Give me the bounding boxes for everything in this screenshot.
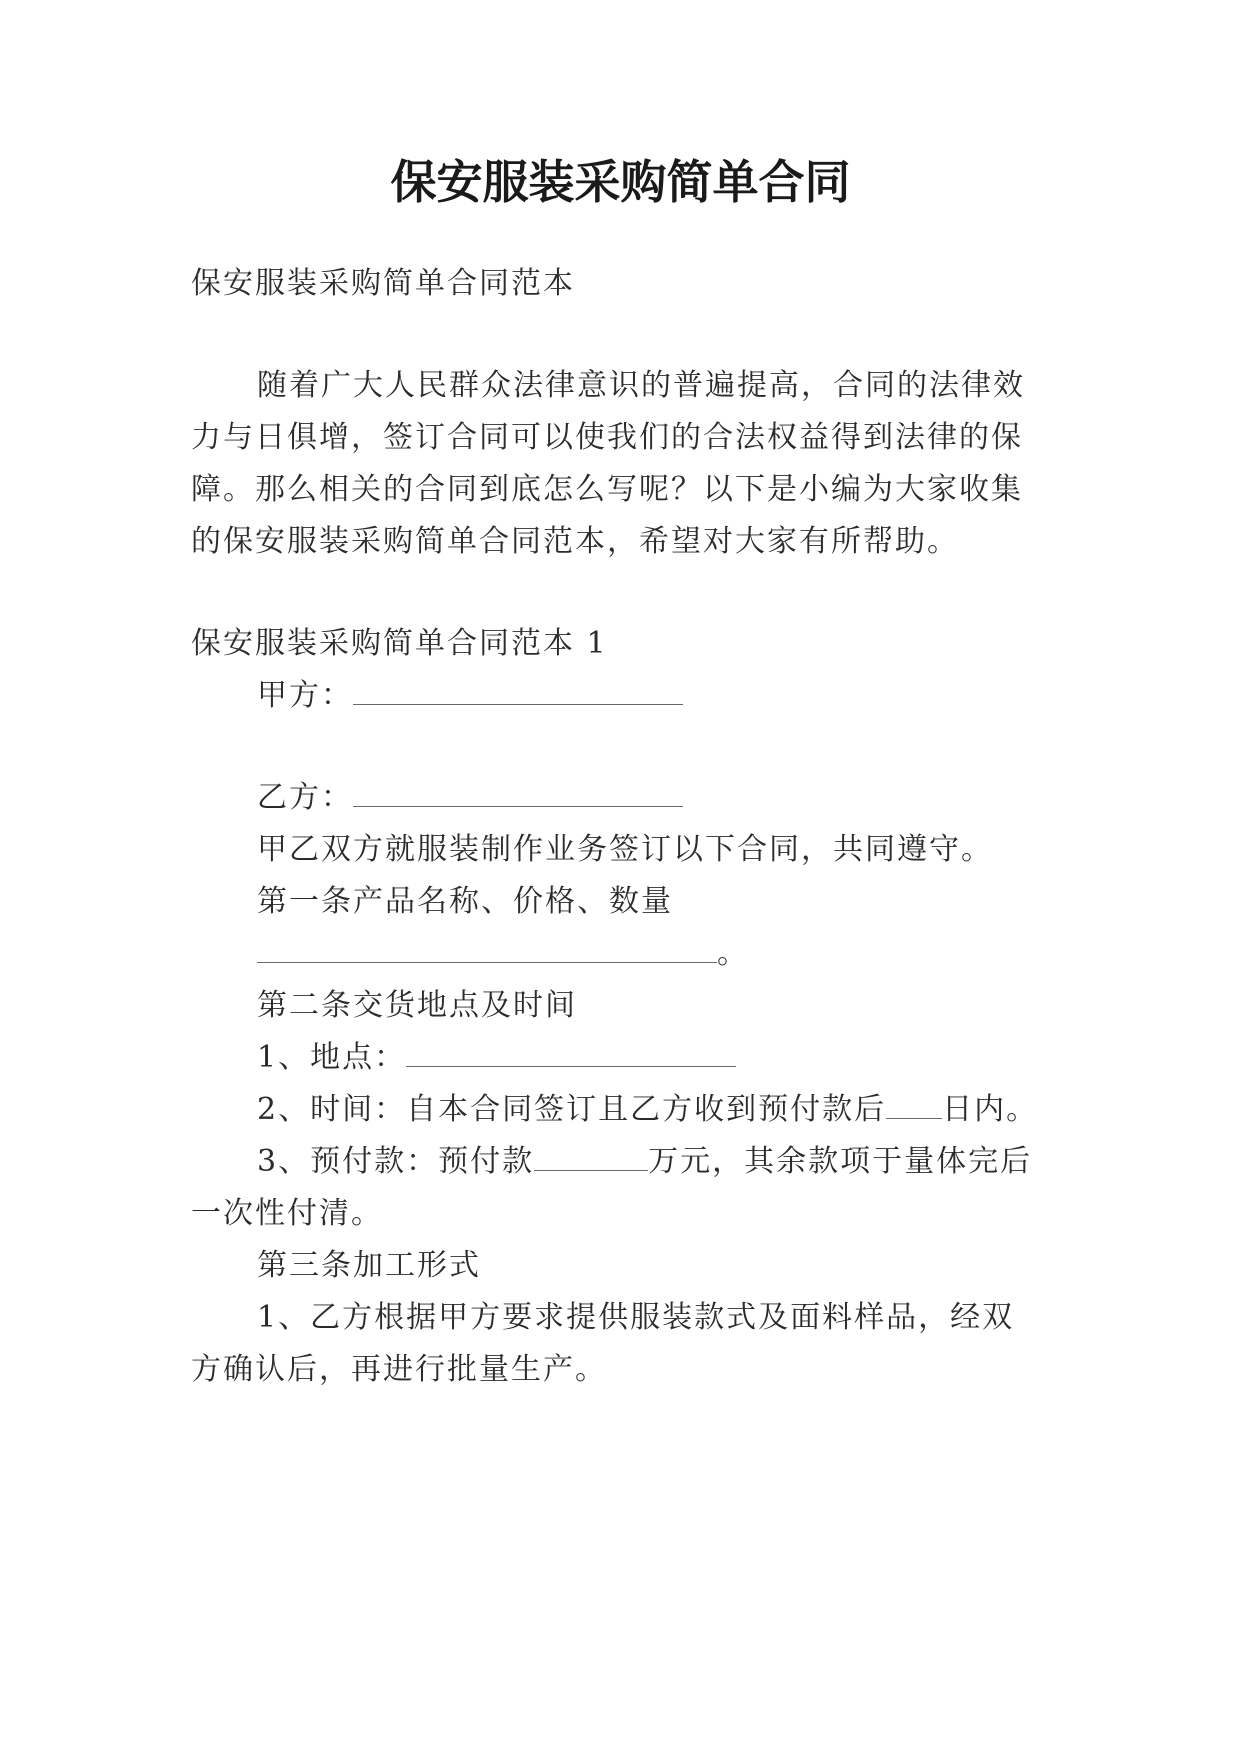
time-prefix: 2、时间：自本合同签订且乙方收到预付款后 [257,1092,887,1127]
party-b-blank [353,780,683,807]
section-title: 保安服装采购简单合同范本 1 [191,626,608,661]
prepay-line [257,1140,1032,1184]
article-1-blank [257,936,717,963]
party-b-line [257,776,683,820]
article-2-title: 第二条交货地点及时间 [257,988,577,1023]
party-b-label: 乙方： [257,780,353,815]
intro-line-4: 的保安服装采购简单合同范本，希望对大家有所帮助。 [191,524,959,559]
place-blank [406,1040,736,1067]
place-line [257,1036,736,1080]
processing-line-2: 方确认后，再进行批量生产。 [191,1352,607,1387]
prepay-line-2: 一次性付清。 [191,1196,383,1231]
article-1-end: 。 [717,936,749,971]
prepay-prefix: 3、预付款：预付款 [257,1144,535,1179]
document-title: 保安服装采购简单合同 [390,155,851,209]
article-1-blank-line [257,932,749,976]
place-label: 1、地点： [257,1040,407,1075]
time-suffix: 日内。 [942,1092,1039,1127]
party-a-label: 甲方： [257,678,353,713]
document-subtitle: 保安服装采购简单合同范本 [191,266,575,301]
article-3-title: 第三条加工形式 [257,1248,481,1283]
intro-line-1: 随着广大人民群众法律意识的普遍提高，合同的法律效 [257,368,1025,403]
prepay-suffix: 万元，其余款项于量体完后 [648,1144,1033,1179]
time-line [257,1088,1038,1132]
agreement-line: 甲乙双方就服装制作业务签订以下合同，共同遵守。 [257,832,993,867]
party-a-line [257,674,683,718]
prepay-blank [534,1144,648,1171]
intro-line-3: 障。那么相关的合同到底怎么写呢？以下是小编为大家收集 [191,472,1023,507]
time-blank [886,1092,942,1119]
article-1-title: 第一条产品名称、价格、数量 [257,884,673,919]
processing-line-1: 1、乙方根据甲方要求提供服装款式及面料样品，经双 [257,1300,1015,1335]
intro-line-2: 力与日俱增，签订合同可以使我们的合法权益得到法律的保 [191,420,1023,455]
party-a-blank [353,678,683,705]
